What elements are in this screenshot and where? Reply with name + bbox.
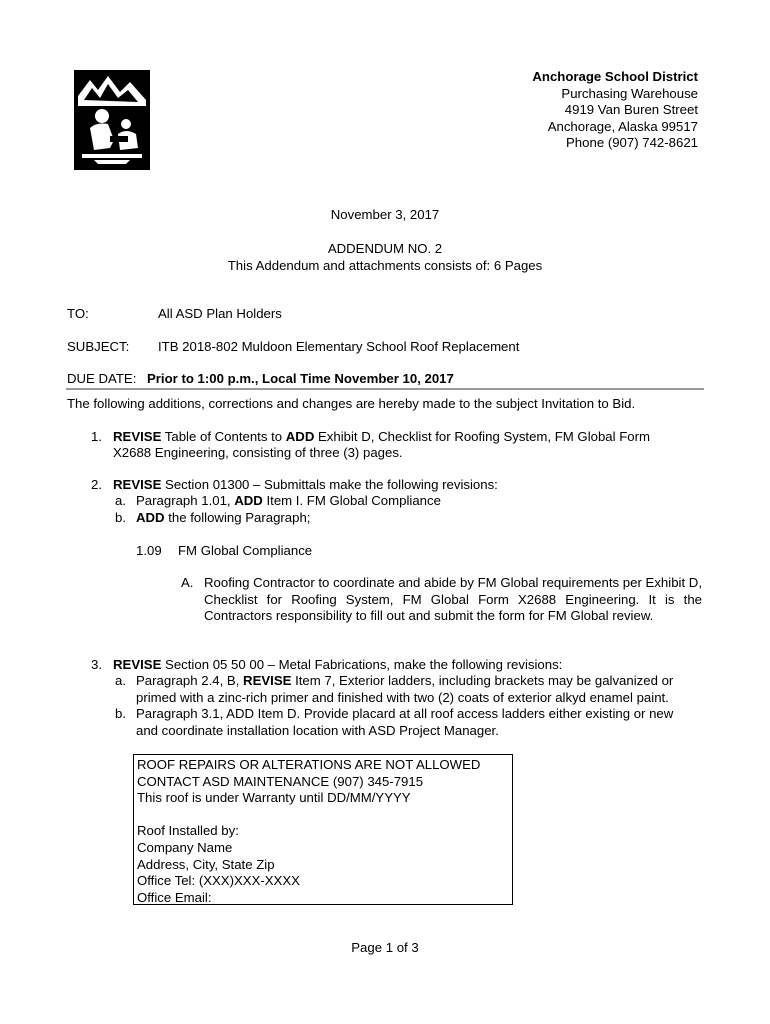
item-2a-text-b: Item I. FM Global Compliance bbox=[262, 493, 441, 508]
item-3a-revise-keyword: REVISE bbox=[243, 673, 292, 688]
placard-line-contact: CONTACT ASD MAINTENANCE (907) 345-7915 bbox=[137, 773, 424, 789]
item-2b-text bbox=[136, 510, 310, 525]
item-1-revise-keyword: REVISE bbox=[113, 429, 162, 444]
org-phone: Phone (907) 742-8621 bbox=[566, 135, 698, 150]
district-address-block bbox=[532, 69, 698, 152]
subsection-number: 1.09 bbox=[136, 543, 162, 558]
page-number: Page 1 of 3 bbox=[351, 940, 419, 955]
item-3a-line-2: primed with a zinc-rich primer and finished with two (2) coats of exterior alkyd enamel paint. bbox=[136, 690, 669, 705]
placard-line-warranty: This roof is under Warranty until DD/MM/YYYY bbox=[137, 790, 411, 806]
addendum-page-count: This Addendum and attachments consists of: 6 Pages bbox=[227, 258, 543, 273]
placard-blank-line bbox=[137, 807, 509, 824]
placard-line-address: Address, City, State Zip bbox=[137, 856, 275, 872]
item-2-line-1 bbox=[113, 477, 498, 492]
item-3b-line-2: and coordinate installation location with ASD Project Manager. bbox=[136, 723, 499, 738]
item-3-revise-keyword: REVISE bbox=[113, 657, 162, 672]
placard-line-installed-by: Roof Installed by: bbox=[137, 823, 239, 839]
item-1-line-1 bbox=[113, 429, 650, 444]
item-1-text-a: Table of Contents to bbox=[161, 429, 286, 444]
item-2a-label: a. bbox=[115, 493, 126, 508]
subject-value: ITB 2018-802 Muldoon Elementary School Roof Replacement bbox=[158, 339, 520, 354]
due-date-label: DUE DATE: bbox=[67, 371, 137, 386]
item-2a-text-a: Paragraph 1.01, bbox=[136, 493, 235, 508]
item-2b-add-keyword: ADD bbox=[136, 510, 165, 525]
placard-line-company: Company Name bbox=[137, 839, 233, 855]
item-3-line-1 bbox=[113, 657, 562, 672]
item-3-text: Section 05 50 00 – Metal Fabrications, make the following revisions: bbox=[161, 657, 563, 672]
item-1-text-b: Exhibit D, Checklist for Roofing System, FM Global Form bbox=[314, 429, 650, 444]
item-3a-label: a. bbox=[115, 673, 126, 688]
placard-line-tel: Office Tel: (XXX)XXX-XXXX bbox=[137, 873, 300, 889]
item-2a-text bbox=[136, 493, 441, 508]
subject-label: SUBJECT: bbox=[67, 339, 130, 354]
due-date-value: Prior to 1:00 p.m., Local Time November 10, 2017 bbox=[147, 371, 454, 386]
to-label: TO: bbox=[67, 306, 89, 321]
item-3a-line-1 bbox=[136, 673, 673, 688]
item-1-add-keyword: ADD bbox=[285, 429, 315, 444]
roof-placard-sample bbox=[133, 754, 513, 905]
org-dept: Purchasing Warehouse bbox=[561, 85, 698, 101]
subsection-a-label: A. bbox=[181, 575, 194, 590]
placard-line-email: Office Email: bbox=[137, 889, 212, 905]
item-3a-text-b: Item 7, Exterior ladders, including brackets may be galvanized or bbox=[291, 673, 674, 688]
to-value: All ASD Plan Holders bbox=[158, 306, 282, 321]
subsection-a-text: Roofing Contractor to coordinate and abide by FM Global requirements per Exhibit D, Checklist for Roofing System, FM Global Form X2688 Engineering. It is the Contractors responsibility to fill out and submit the form for FM Global review. bbox=[204, 575, 702, 623]
divider-rule bbox=[66, 388, 704, 390]
item-2-revise-keyword: REVISE bbox=[113, 477, 162, 492]
item-3-number: 3. bbox=[91, 657, 102, 672]
org-name: Anchorage School District bbox=[532, 69, 698, 84]
placard-line-warning: ROOF REPAIRS OR ALTERATIONS ARE NOT ALLOWED bbox=[137, 757, 481, 772]
item-2b-text-a: the following Paragraph; bbox=[164, 510, 311, 525]
district-logo bbox=[74, 70, 150, 170]
item-3b-label: b. bbox=[115, 706, 126, 721]
item-2b-label: b. bbox=[115, 510, 126, 525]
item-2a-add-keyword: ADD bbox=[234, 493, 263, 508]
addendum-title: ADDENDUM NO. 2 bbox=[327, 241, 443, 256]
subsection-title: FM Global Compliance bbox=[178, 543, 313, 558]
item-3b-line-1: Paragraph 3.1, ADD Item D. Provide placard at all roof access ladders either existing or new bbox=[136, 706, 674, 721]
org-street: 4919 Van Buren Street bbox=[564, 102, 698, 117]
item-2-number: 2. bbox=[91, 477, 102, 492]
document-date: November 3, 2017 bbox=[330, 207, 440, 222]
org-city: Anchorage, Alaska 99517 bbox=[547, 118, 698, 134]
intro-text: The following additions, corrections and changes are hereby made to the subject Invitation to Bid. bbox=[67, 396, 636, 411]
item-1-line-2: X2688 Engineering, consisting of three (3) pages. bbox=[113, 445, 403, 460]
item-3a-text-a: Paragraph 2.4, B, bbox=[136, 673, 244, 688]
item-1-number: 1. bbox=[91, 429, 102, 444]
item-2-text: Section 01300 – Submittals make the following revisions: bbox=[161, 477, 498, 492]
